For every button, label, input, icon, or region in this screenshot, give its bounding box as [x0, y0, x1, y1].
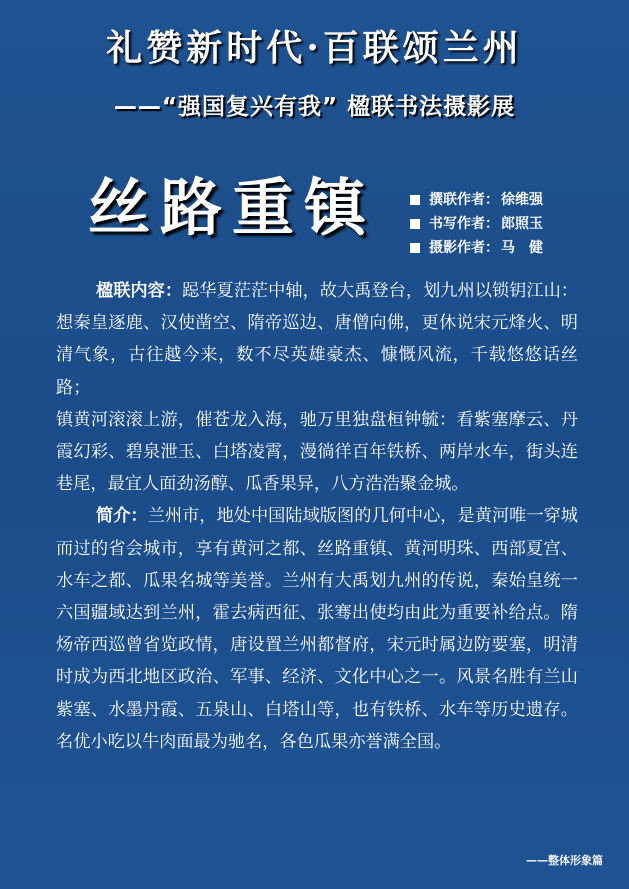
intro-paragraph	[56, 500, 578, 758]
exhibition-subtitle: ——“强国复兴有我” 楹联书法摄影展	[113, 94, 516, 120]
credit-calligrapher	[410, 212, 543, 236]
intro-label: 简介：	[96, 506, 148, 527]
square-bullet-icon	[410, 219, 420, 229]
section-title: 丝路重镇	[88, 171, 377, 244]
credits-list	[410, 188, 543, 260]
credit-photographer	[410, 236, 543, 260]
credit-value: 马 健	[501, 240, 543, 256]
credit-label: 书写作者：	[429, 216, 499, 232]
credit-couplet-author	[410, 188, 543, 212]
credit-value: 郎照玉	[501, 216, 543, 232]
footer-note: ——整体形象篇	[526, 854, 603, 867]
couplet-label: 楹联内容：	[96, 281, 183, 301]
couplet-line-2: 镇黄河滚滚上游，催苍龙入海，驰万里独盘桓钟毓：看紫塞摩云、丹霞幻彩、碧泉泄玉、白塔凌霄，漫徜徉百年铁桥、两岸水车，街头连巷尾，最宜人面劲汤醇、瓜香果异，八方浩浩聚金城。	[56, 409, 578, 495]
exhibition-title: 礼赞新时代·百联颂兰州	[106, 27, 523, 69]
couplet-line-1: 跽华夏茫茫中轴，故大禹登台，划九州以锁钥江山：想秦皇逐鹿、汉使凿空、隋帝巡边、唐僧向佛，更休说宋元烽火、明清气象，古往越今来，数不尽英雄豪杰、慷慨风流，千载悠悠话丝路；	[56, 281, 578, 398]
credit-value: 徐维强	[501, 192, 543, 208]
credit-label: 撰联作者：	[429, 192, 499, 208]
credit-label: 摄影作者：	[429, 240, 499, 256]
square-bullet-icon	[410, 195, 420, 205]
intro-text: 兰州市，地处中国陆域版图的几何中心，是黄河唯一穿城而过的省会城市，享有黄河之都、丝路重镇、黄河明珠、西部夏宫、水车之都、瓜果名城等美誉。兰州有大禹划九州的传说，秦始皇统一六国疆域达到兰州，霍去病西征、张骞出使均由此为重要补给点。隋炀帝西巡曾省览政情，唐设置兰州都督府，宋元时属边防要塞，明清时成为西北地区政治、军事、经济、文化中心之一。风景名胜有兰山紫塞、水墨丹霞、五泉山、白塔山等，也有铁桥、水车等历史遗存。名优小吃以牛肉面最为驰名，各色瓜果亦誉满全国。	[56, 506, 578, 752]
body-text	[56, 275, 578, 758]
couplet-line-2-paragraph	[56, 404, 578, 501]
couplet-paragraph	[56, 275, 578, 404]
square-bullet-icon	[410, 243, 420, 253]
